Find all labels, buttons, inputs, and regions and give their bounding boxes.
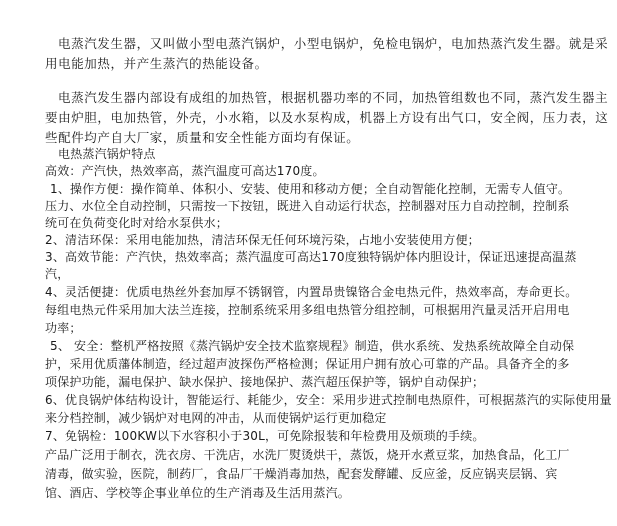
feature-line: 统可在负荷变化时对给水泵供水； <box>45 216 229 230</box>
feature-line: 2、清洁环保：采用电能加热，清洁环保无任何环境污染，占地小安装使用方便； <box>45 233 480 247</box>
structure-line-3: 些配件均产自大厂家，质量和安全性能方面均有保证。 <box>45 130 360 145</box>
feature-line: 护，采用优质藩体制造，经过超声波探伤严格检测；保证用户拥有放心可靠的产品。具备齐全的多 <box>45 357 570 371</box>
feature-line: 馆、酒店、学校等企事业单位的生产消毒及生活用蒸汽。 <box>45 486 351 500</box>
feature-line: 产品广泛用于制衣，洗衣房、干洗店，水洗厂熨烫烘干，蒸饭，烧开水煮豆浆，加热食品，化工厂 <box>45 448 570 462</box>
feature-line: 1、操作方便：操作简单、体积小、安装、使用和移动方便；全自动智能化控制，无需专人值守。 <box>50 182 571 196</box>
feature-line: 5、 安全：整机严格按照《蒸汽锅炉安全技术监察规程》制造，供水系统、发热系统故障全自动保 <box>50 339 575 353</box>
feature-line: 7、免锅检：100KW以下水容积小于30L，可免除报装和年检费用及烦琐的手续。 <box>45 429 485 443</box>
intro-line-1: 电蒸汽发生器，又叫做小型电蒸汽锅炉，小型电锅炉，免检电锅炉，电加热蒸汽发生器。就是采 <box>58 36 609 51</box>
feature-line: 每组电热元件采用加大法兰连接，控制系统采用多组电热管分组控制，可根据用汽量灵活开启用电 <box>45 303 570 317</box>
feature-line: 来分档控制，减少锅炉对电网的冲击，从而使锅炉运行更加稳定 <box>45 411 387 425</box>
features-heading: 电热蒸汽锅炉特点 <box>58 147 156 161</box>
feature-line: 项保护功能，漏电保护、缺水保护、接地保护、蒸汽超压保护等，锅炉自动保护； <box>45 375 485 389</box>
feature-line: 4、灵活便捷：优质电热丝外套加厚不锈钢管，内置昂贵镍铬合金电热元件，热效率高，寿命更长。 <box>45 285 578 299</box>
feature-line: 压力、水位全自动控制，只需按一下按钮，既进入自动运行状态，控制器对压力自动控制，控制系 <box>45 199 570 213</box>
feature-line: 功率； <box>45 321 82 335</box>
structure-line-2: 要由炉胆，电加热管，外壳，小水箱，以及水泵构成，机器上方设有出气口，安全阀，压力表，这 <box>45 110 609 125</box>
feature-line: 清毒，做实验，医院，制药厂，食品厂干燥消毒加热，配套发酵罐、反应釜，反应锅夹层锅、宾 <box>45 467 558 481</box>
intro-line-2: 用电能加热，并产生蒸汽的热能设备。 <box>45 56 268 71</box>
features-summary: 高效：产汽快，热效率高，蒸汽温度可高达170度。 <box>45 164 325 178</box>
structure-line-1: 电蒸汽发生器内部设有成组的加热管，根据机器功率的不同，加热管组数也不同，蒸汽发生器主 <box>58 90 609 105</box>
feature-line: 汽， <box>45 267 70 281</box>
feature-line: 3、高效节能：产汽快，热效率高；蒸汽温度可高达170度独特锅炉体内胆设计，保证迅速提高温蒸 <box>45 250 577 264</box>
feature-line: 6、优良锅炉体结构设计，智能运行、耗能少，安全：采用步进式控制电热原件，可根据蒸汽的实际使用量 <box>45 393 612 407</box>
